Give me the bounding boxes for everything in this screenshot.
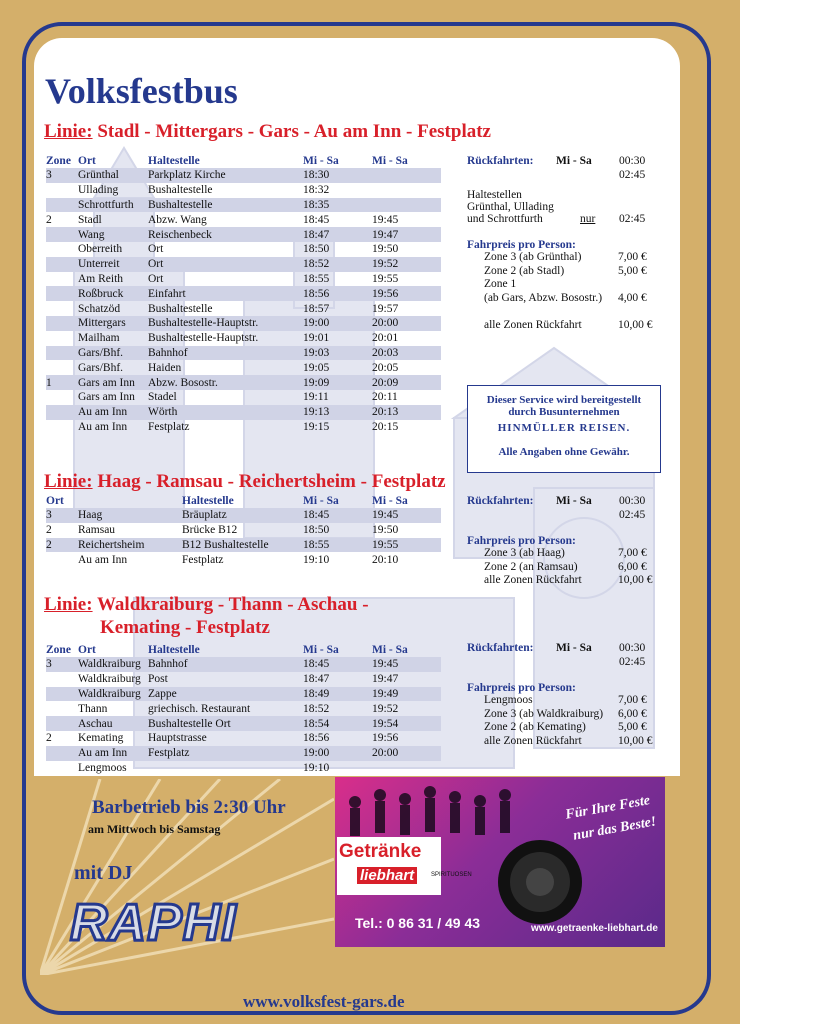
notice-line3: HINMÜLLER REISEN. <box>497 422 631 434</box>
cell-ort: Au am Inn <box>78 420 128 433</box>
cell-zone <box>46 183 78 198</box>
cell-t1: 18:32 <box>303 184 330 197</box>
line2-title <box>44 471 446 493</box>
cell-ort: Stadl <box>78 213 102 226</box>
cell-stop: Bushaltestelle <box>148 302 213 315</box>
line1-prefix: Linie: <box>44 121 93 142</box>
cell-t2: 19:47 <box>372 227 441 242</box>
cell-t2: 20:11 <box>372 391 398 404</box>
fare-item <box>467 561 667 575</box>
cell-stop: Bushaltestelle-Hauptstr. <box>148 332 259 345</box>
cell-ort: Wang <box>78 227 148 242</box>
cell-zone <box>46 316 78 331</box>
cell-t2: 19:45 <box>372 508 441 523</box>
fare-item <box>467 251 667 265</box>
fare-item <box>467 319 667 333</box>
cell-zone <box>46 286 78 301</box>
table-row <box>46 301 441 316</box>
fare-price: 5,00 € <box>618 264 647 277</box>
line3-title-1 <box>44 594 369 616</box>
fare-name: Zone 2 (ab Stadl) <box>484 264 565 277</box>
line3-timetable <box>46 643 441 775</box>
header-haltestelle: Haltestelle <box>182 495 234 507</box>
cell-stop: Bushaltestelle <box>148 198 303 213</box>
cell-ort: Au am Inn <box>78 746 148 761</box>
line2-return-time1: 00:30 <box>619 495 646 507</box>
cell-zone <box>46 672 78 687</box>
cell-zone <box>46 405 78 420</box>
line3-fares-label: Fahrpreis pro Person: <box>467 682 576 694</box>
fare-item <box>467 721 667 735</box>
cell-zone <box>46 746 78 761</box>
cell-t1: 19:03 <box>303 346 372 361</box>
cell-t1: 18:30 <box>303 168 372 183</box>
cell-stop <box>148 761 303 776</box>
header-ort: Ort <box>78 644 96 656</box>
cell-ort: Roßbruck <box>78 286 148 301</box>
table-row <box>46 552 441 567</box>
cell-t2 <box>372 168 441 183</box>
line2-return-block <box>467 495 667 588</box>
cell-stop: Zappe <box>148 687 303 702</box>
line3-return-time2: 02:45 <box>619 656 646 668</box>
table-row <box>46 168 441 183</box>
table-row <box>46 687 441 702</box>
line2-fares-label: Fahrpreis pro Person: <box>467 535 576 547</box>
cell-ort: Waldkraiburg <box>78 673 141 686</box>
fare-price: 4,00 € <box>618 291 647 304</box>
bar-title: Barbetrieb bis 2:30 Uhr <box>92 797 286 818</box>
cell-ort: Schrottfurth <box>78 198 148 213</box>
fare-price: 5,00 € <box>618 721 647 733</box>
dj-name-logo: RAPHI <box>70 894 237 952</box>
line1-return-block <box>467 155 667 333</box>
cell-stop: Bushaltestelle Ort <box>148 716 303 731</box>
line3-return-block <box>467 642 667 748</box>
cell-t1: 19:00 <box>303 746 372 761</box>
cell-t1: 19:10 <box>303 761 330 774</box>
cell-zone <box>46 198 78 213</box>
line2-return-time2: 02:45 <box>619 509 646 521</box>
cell-zone <box>46 761 78 776</box>
table-row <box>46 761 441 776</box>
cell-zone: 2 <box>46 524 52 537</box>
cell-zone: 2 <box>46 732 52 745</box>
cell-t2 <box>372 183 441 198</box>
fare-name: Zone 3 (ab Grünthal) <box>484 251 582 263</box>
fare-price: 6,00 € <box>618 707 647 720</box>
cell-stop: Ort <box>148 243 164 256</box>
fare-name: Zone 3 (ab Haag) <box>484 547 565 559</box>
cell-t1: 18:54 <box>303 716 372 731</box>
cell-t2 <box>372 198 441 213</box>
cell-t1: 19:00 <box>303 316 372 331</box>
operator-notice <box>467 385 661 473</box>
cell-t2: 19:50 <box>372 243 399 256</box>
fare-item <box>467 735 667 749</box>
cell-t1: 18:50 <box>303 524 330 537</box>
cell-t2: 19:56 <box>372 732 399 745</box>
cell-zone <box>46 242 78 257</box>
line2-header-row <box>46 494 441 508</box>
header-time1: Mi - Sa <box>303 495 339 507</box>
fare-name: alle Zonen Rückfahrt <box>484 734 582 747</box>
cell-t1: 18:55 <box>303 538 372 553</box>
cell-stop: Stadel <box>148 391 177 404</box>
table-row <box>46 420 441 435</box>
header-ort: Ort <box>78 155 96 167</box>
line3-return-label: Rückfahrten: <box>467 642 534 654</box>
line1-title <box>44 121 491 143</box>
cell-stop: Bushaltestelle <box>148 184 213 197</box>
cell-t1: 19:13 <box>303 405 372 420</box>
line3-return-days: Mi - Sa <box>556 642 592 654</box>
cell-t1: 18:47 <box>303 673 330 686</box>
fare-name: alle Zonen Rückfahrt <box>484 319 582 331</box>
cell-ort: Unterreit <box>78 257 148 272</box>
table-row <box>46 716 441 731</box>
cell-zone: 3 <box>46 508 78 523</box>
ad-slogan-1: Für Ihre Feste <box>564 793 652 823</box>
cell-ort: Mailham <box>78 332 120 345</box>
fare-price: 6,00 € <box>618 560 647 573</box>
cell-zone <box>46 390 78 405</box>
line1-route: Stadl - Mittergars - Gars - Au am Inn - Festplatz <box>97 121 491 142</box>
cell-stop: B12 Bushaltestelle <box>182 538 303 553</box>
header-ort: Ort <box>46 495 64 507</box>
notice-line2: durch Busunternehmen <box>508 406 620 418</box>
cell-zone <box>46 331 78 346</box>
cell-ort: Ramsau <box>78 524 116 537</box>
line1-return-time2: 02:45 <box>619 169 646 181</box>
table-row <box>46 731 441 746</box>
cell-stop: Ort <box>148 257 303 272</box>
table-row <box>46 198 441 213</box>
fare-name: Zone 3 (ab Waldkraiburg) <box>484 707 604 720</box>
cell-t2: 20:05 <box>372 361 399 374</box>
cell-ort: Thann <box>78 702 108 715</box>
fare-price: 7,00 € <box>618 547 647 559</box>
cell-zone: 3 <box>46 168 78 183</box>
website-link[interactable]: www.volksfest-gars.de <box>243 992 405 1011</box>
line1-note-3: und Schrottfurth <box>467 213 543 225</box>
header-time1: Mi - Sa <box>303 155 339 167</box>
cell-stop: griechisch. Restaurant <box>148 702 251 715</box>
cell-stop: Bahnhof <box>148 657 303 672</box>
line3-header-row <box>46 643 441 657</box>
cell-stop: Ort <box>148 272 164 285</box>
cell-t1: 18:56 <box>303 732 330 745</box>
cell-stop: Wörth <box>148 405 303 420</box>
cell-ort: Kemating <box>78 732 124 745</box>
cell-t2: 19:49 <box>372 687 441 702</box>
cell-ort: Gars am Inn <box>78 391 135 404</box>
cell-t1: 18:45 <box>303 657 372 672</box>
cell-t2 <box>372 761 441 776</box>
table-row <box>46 331 441 346</box>
ad-phone: Tel.: 0 86 31 / 49 43 <box>355 915 481 931</box>
cell-t2: 19:45 <box>372 657 441 672</box>
cell-t2: 19:52 <box>372 257 441 272</box>
line1-note-2: Grünthal, Ullading <box>467 201 554 213</box>
cell-ort: Waldkraiburg <box>78 687 148 702</box>
table-row <box>46 360 441 375</box>
cell-ort: Haag <box>78 508 182 523</box>
cell-t1: 18:52 <box>303 702 330 715</box>
cell-ort: Lengmoos <box>78 761 127 774</box>
cell-stop: Abzw. Bosostr. <box>148 375 303 390</box>
cell-t1: 19:09 <box>303 375 372 390</box>
fare-name: Zone 2 (ab Kemating) <box>484 721 586 733</box>
fare-item <box>467 278 667 292</box>
cell-t1: 18:56 <box>303 286 372 301</box>
table-row <box>46 212 441 227</box>
cell-t2: 19:45 <box>372 213 399 226</box>
line2-return-days: Mi - Sa <box>556 495 592 507</box>
cell-ort: Au am Inn <box>78 553 128 566</box>
line1-note-only: nur <box>580 213 596 225</box>
cell-t1: 18:52 <box>303 257 372 272</box>
line3-prefix: Linie: <box>44 594 93 615</box>
fare-name: alle Zonen Rückfahrt <box>484 574 582 586</box>
header-time1: Mi - Sa <box>303 644 339 656</box>
table-row <box>46 508 441 523</box>
line2-fares-list <box>467 547 667 588</box>
cell-t2: 19:54 <box>372 716 441 731</box>
cell-t2: 19:56 <box>372 286 441 301</box>
cell-t2: 19:50 <box>372 524 399 537</box>
line3-rows <box>46 657 441 775</box>
cell-t2: 20:01 <box>372 332 399 345</box>
cell-t1: 19:10 <box>303 553 330 566</box>
cell-t2: 19:55 <box>372 272 399 285</box>
cell-t1: 19:05 <box>303 361 330 374</box>
cell-ort: Gars/Bhf. <box>78 346 148 361</box>
cell-stop: Reischenbeck <box>148 227 303 242</box>
cell-ort: Gars am Inn <box>78 375 148 390</box>
table-row <box>46 257 441 272</box>
fare-item <box>467 265 667 279</box>
header-time2: Mi - Sa <box>372 155 408 167</box>
cell-t2: 20:00 <box>372 316 441 331</box>
cell-t2: 20:09 <box>372 375 441 390</box>
cell-t2: 20:10 <box>372 553 399 566</box>
line1-timetable <box>46 154 441 434</box>
cell-stop: Haiden <box>148 361 182 374</box>
cell-t1: 19:11 <box>303 391 329 404</box>
line2-rows <box>46 508 441 567</box>
cell-stop: Abzw. Wang <box>148 213 207 226</box>
line2-route: Haag - Ramsau - Reichertsheim - Festplatz <box>97 471 446 492</box>
line3-return-time1: 00:30 <box>619 642 646 654</box>
cell-stop: Festplatz <box>148 746 303 761</box>
ad-brand-name: Getränke <box>339 841 422 862</box>
cell-ort: Am Reith <box>78 272 124 285</box>
cell-stop: Brücke B12 <box>182 524 238 537</box>
cell-t1: 18:50 <box>303 243 330 256</box>
cell-t1: 18:47 <box>303 227 372 242</box>
cell-zone <box>46 272 78 287</box>
cell-zone <box>46 716 78 731</box>
line1-fares-list <box>467 251 667 333</box>
cell-t2: 20:03 <box>372 346 441 361</box>
fare-item <box>467 694 667 708</box>
fare-name: (ab Gars, Abzw. Bosostr.) <box>484 291 603 304</box>
table-row <box>46 657 441 672</box>
cell-ort: Grünthal <box>78 168 148 183</box>
cell-zone: 3 <box>46 657 78 672</box>
ad-slogan-2: nur das Beste! <box>572 814 658 844</box>
header-zone: Zone <box>46 644 71 656</box>
cell-stop: Hauptstrasse <box>148 732 207 745</box>
cell-zone <box>46 701 78 716</box>
header-time2: Mi - Sa <box>372 495 408 507</box>
header-haltestelle: Haltestelle <box>148 644 200 656</box>
cell-zone: 2 <box>46 538 78 553</box>
cell-t2: 19:55 <box>372 538 441 553</box>
fare-name: Zone 2 (an Ramsau) <box>484 560 578 573</box>
cell-stop: Bahnhof <box>148 346 303 361</box>
cell-t2: 19:52 <box>372 702 399 715</box>
cell-stop: Bushaltestelle-Hauptstr. <box>148 316 303 331</box>
fare-item <box>467 708 667 722</box>
cell-ort: Gars/Bhf. <box>78 361 124 374</box>
fare-item <box>467 574 667 588</box>
table-row <box>46 286 441 301</box>
table-row <box>46 183 441 198</box>
cell-stop: Festplatz <box>182 553 224 566</box>
dj-label: mit DJ <box>74 862 133 884</box>
fare-price: 10,00 € <box>618 319 653 331</box>
cell-stop: Einfahrt <box>148 286 303 301</box>
getraenke-liebhart-ad <box>335 777 665 947</box>
cell-zone <box>46 552 78 567</box>
line1-fares-label: Fahrpreis pro Person: <box>467 239 576 251</box>
fare-name: Zone 1 <box>484 278 517 290</box>
cell-t2: 20:15 <box>372 420 399 433</box>
cell-zone: 1 <box>46 375 78 390</box>
cell-ort: Au am Inn <box>78 405 148 420</box>
cell-ort: Aschau <box>78 716 148 731</box>
table-row <box>46 538 441 553</box>
table-row <box>46 390 441 405</box>
cell-t1: 18:49 <box>303 687 372 702</box>
cell-t1: 18:57 <box>303 302 330 315</box>
line1-header-row <box>46 154 441 168</box>
fare-item <box>467 292 667 306</box>
cell-t1: 19:01 <box>303 332 330 345</box>
line1-return-label: Rückfahrten: <box>467 155 534 167</box>
cell-t2: 20:13 <box>372 405 441 420</box>
cell-zone <box>46 420 78 435</box>
cell-t1: 18:45 <box>303 213 330 226</box>
cell-zone <box>46 301 78 316</box>
table-row <box>46 405 441 420</box>
page-title: Volksfestbus <box>45 71 238 111</box>
table-row <box>46 316 441 331</box>
line1-return-time1: 00:30 <box>619 155 646 167</box>
line2-return-label: Rückfahrten: <box>467 495 534 507</box>
line1-rows <box>46 168 441 434</box>
bar-subtitle: am Mittwoch bis Samstag <box>88 822 221 836</box>
table-row <box>46 227 441 242</box>
table-row <box>46 523 441 538</box>
cell-ort: Oberreith <box>78 243 123 256</box>
ad-web[interactable]: www.getraenke-liebhart.de <box>531 923 658 934</box>
fare-price: 7,00 € <box>618 694 647 706</box>
cell-t2: 19:47 <box>372 673 399 686</box>
table-row <box>46 272 441 287</box>
line3-title-2 <box>100 617 270 639</box>
line2-timetable <box>46 494 441 567</box>
cell-zone <box>46 257 78 272</box>
cell-t1: 18:55 <box>303 272 330 285</box>
line3-fares-list <box>467 694 667 748</box>
line1-return-days: Mi - Sa <box>556 155 592 167</box>
fare-item <box>467 547 667 561</box>
cell-t2: 19:57 <box>372 302 399 315</box>
fare-price: 10,00 € <box>618 574 653 586</box>
table-row <box>46 242 441 257</box>
header-haltestelle: Haltestelle <box>148 155 200 167</box>
cell-ort: Reichertsheim <box>78 538 182 553</box>
fare-price: 7,00 € <box>618 251 647 263</box>
line1-note-1: Haltestellen <box>467 189 522 201</box>
cell-zone <box>46 687 78 702</box>
table-row <box>46 346 441 361</box>
table-row <box>46 746 441 761</box>
line3-route-2: Kemating - Festplatz <box>100 617 270 638</box>
table-row <box>46 701 441 716</box>
cell-t2: 20:00 <box>372 746 441 761</box>
cell-t1: 19:15 <box>303 420 330 433</box>
cell-t1: 18:45 <box>303 508 372 523</box>
ad-brand-name-2: liebhart <box>357 867 417 884</box>
cell-zone <box>46 360 78 375</box>
cell-ort: Ullading <box>78 184 119 197</box>
ad-brand-sub: SPIRITUOSEN <box>431 872 472 878</box>
cell-zone: 2 <box>46 213 52 226</box>
cell-ort: Schatzöd <box>78 302 121 315</box>
cell-t1: 18:35 <box>303 198 372 213</box>
line2-prefix: Linie: <box>44 471 93 492</box>
cell-ort: Mittergars <box>78 316 148 331</box>
notice-line1: Dieser Service wird bereitgestellt <box>486 394 642 406</box>
cell-ort: Waldkraiburg <box>78 657 148 672</box>
cell-stop: Parkplatz Kirche <box>148 168 303 183</box>
header-zone: Zone <box>46 155 71 167</box>
header-time2: Mi - Sa <box>372 644 408 656</box>
cell-stop: Festplatz <box>148 420 190 433</box>
cell-zone <box>46 346 78 361</box>
table-row <box>46 672 441 687</box>
line3-route-1: Waldkraiburg - Thann - Aschau - <box>96 594 369 615</box>
table-row <box>46 375 441 390</box>
notice-line4: Alle Angaben ohne Gewähr. <box>498 446 630 458</box>
cell-stop: Post <box>148 673 168 686</box>
cell-zone <box>46 227 78 242</box>
cell-stop: Bräuplatz <box>182 508 303 523</box>
line1-note-time: 02:45 <box>619 213 646 225</box>
fare-name: Lengmoos <box>484 694 533 706</box>
fare-price: 10,00 € <box>618 734 653 747</box>
